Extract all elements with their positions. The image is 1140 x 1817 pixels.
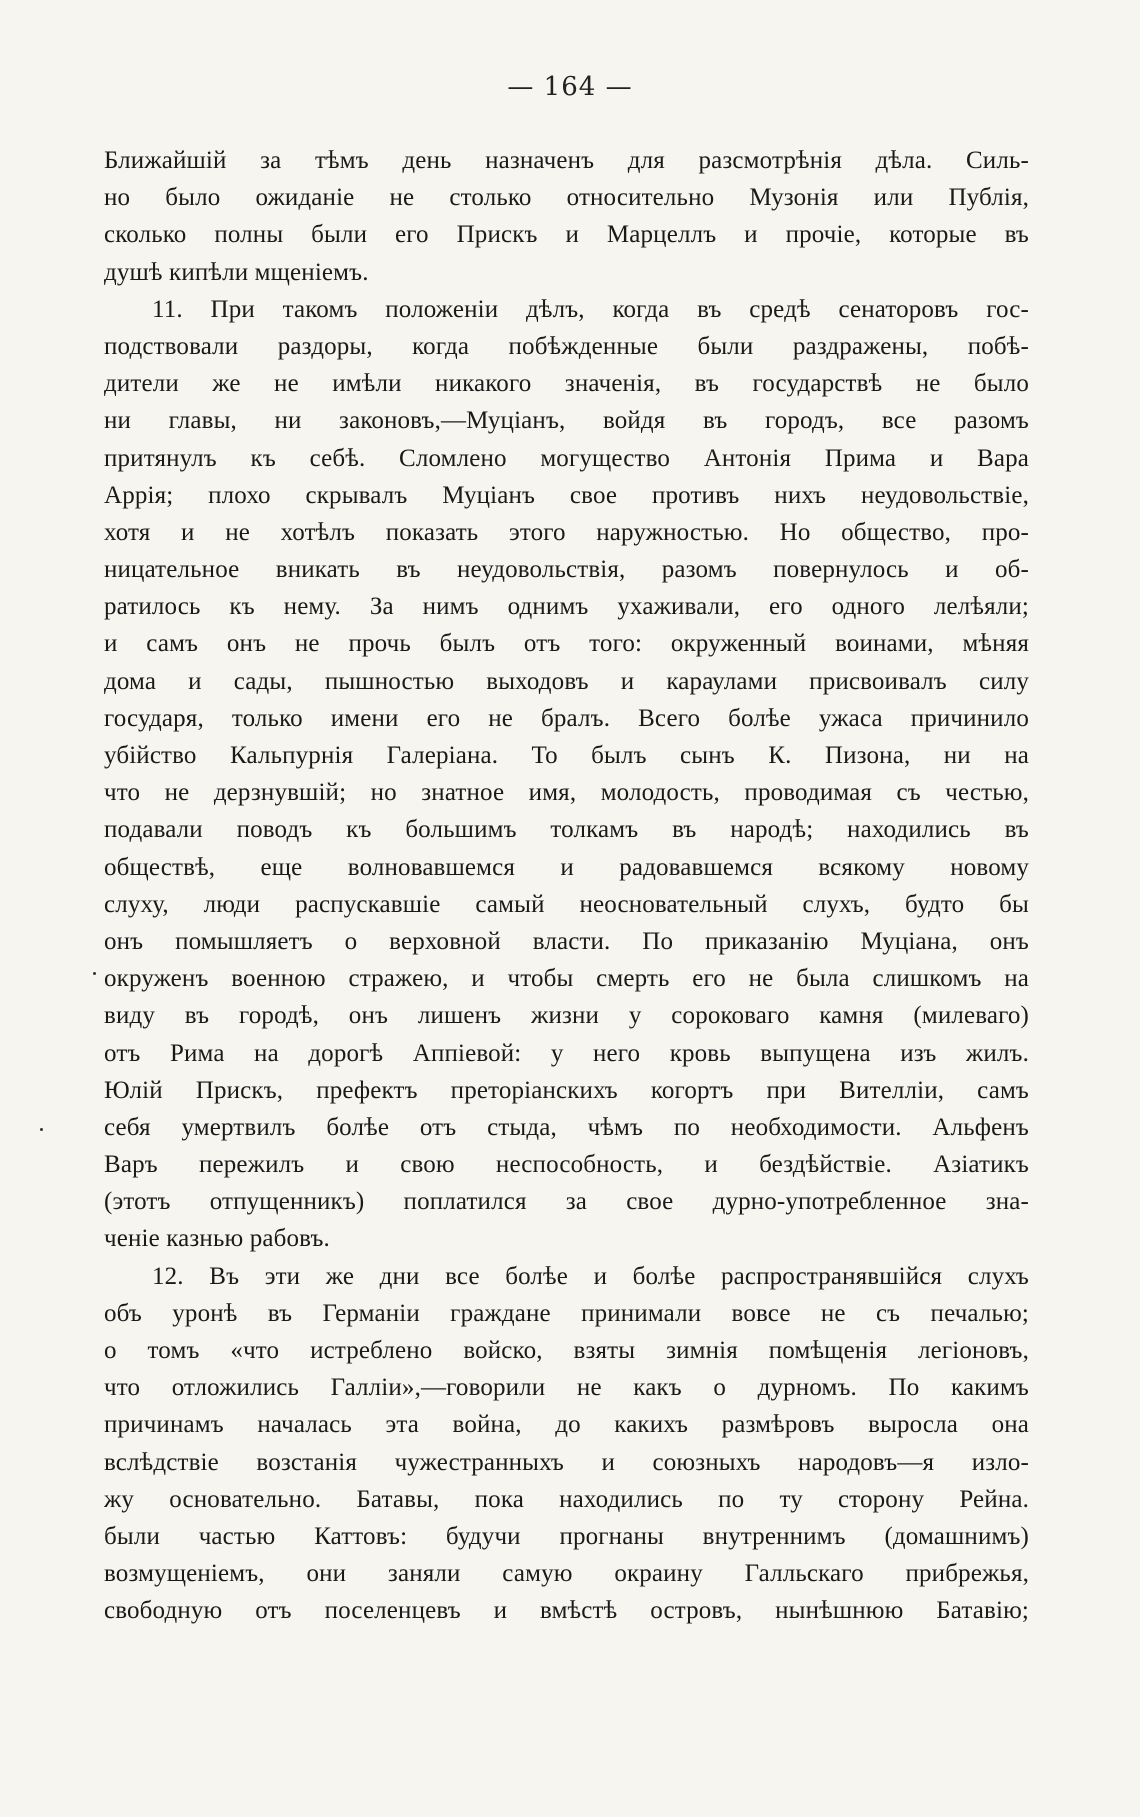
text-line: дома и сады, пышностью выходовъ и караулами присвоивалъ силу	[104, 667, 1029, 695]
body-text	[104, 142, 1029, 1630]
text-line: вслѣдствіе возстанія чужестранныхъ и союзныхъ народовъ—я изло-	[104, 1448, 1029, 1476]
text-line: онъ помышляетъ о верховной власти. По приказанію Муціана, онъ	[104, 927, 1029, 955]
text-line: ратилось къ нему. За нимъ однимъ ухаживали, его одного лелѣяли;	[104, 593, 1029, 621]
text-line: жу основательно. Батавы, пока находились по ту сторону Рейна.	[104, 1485, 1029, 1513]
text-line: причинамъ началась эта война, до какихъ размѣровъ выросла она	[104, 1411, 1029, 1439]
text-line: о томъ «что истреблено войско, взяты зимнія помѣщенія легіоновъ,	[104, 1337, 1029, 1364]
text-line: обществѣ, еще волновавшемся и радовавшемся всякому новому	[104, 853, 1029, 881]
paragraph-11-start: 11. При такомъ положеніи дѣлъ, когда въ средѣ сенаторовъ гос-	[152, 295, 1029, 323]
text-line: душѣ кипѣли мщеніемъ.	[104, 258, 369, 286]
text-line: подавали поводъ къ большимъ толкамъ въ народѣ; находились въ	[104, 816, 1029, 844]
text-line: сколько полны были его Прискъ и Марцеллъ и прочіе, которые въ	[104, 221, 1029, 249]
text-line: подствовали раздоры, когда побѣжденные были раздражены, побѣ-	[104, 332, 1029, 360]
text-line: свободную отъ поселенцевъ и вмѣстѣ островъ, нынѣшнюю Батавію;	[104, 1597, 1029, 1625]
text-line: хотя и не хотѣлъ показать этого наружностью. Но общество, про-	[104, 518, 1029, 546]
text-line: ницательное вникать въ неудовольствія, разомъ повернулось и об-	[104, 556, 1029, 584]
text-line: Аррія; плохо скрывалъ Муціанъ свое противъ нихъ неудовольствіе,	[104, 481, 1029, 509]
text-line: притянулъ къ себѣ. Сломлено могущество Антонія Прима и Вара	[104, 444, 1029, 472]
text-line: Юлій Прискъ, префектъ преторіанскихъ когортъ при Вителліи, самъ	[104, 1076, 1029, 1104]
text-line: ченіе казнью рабовъ.	[104, 1225, 330, 1253]
text-line: Ближайшій за тѣмъ день назначенъ для разсмотрѣнія дѣла. Силь-	[104, 147, 1029, 174]
text-line: Варъ пережилъ и свою неспособность, и бездѣйствіе. Азіатикъ	[104, 1151, 1029, 1179]
text-line: и самъ онъ не прочь былъ отъ того: окруженный воинами, мѣняя	[104, 630, 1029, 658]
text-line: что отложились Галліи»,—говорили не какъ о дурномъ. По какимъ	[104, 1374, 1029, 1402]
text-line: объ уронѣ въ Германіи граждане принимали вовсе не съ печалью;	[104, 1299, 1029, 1327]
print-speck	[93, 972, 96, 975]
text-line: государя, только имени его не бралъ. Всего болѣе ужаса причинило	[104, 704, 1029, 732]
text-line: себя умертвилъ болѣе отъ стыда, чѣмъ по необходимости. Альфенъ	[104, 1113, 1029, 1141]
page-number: — 164 —	[507, 72, 633, 102]
text-line: отъ Рима на дорогѣ Аппіевой: у него кровь выпущена изъ жилъ.	[104, 1039, 1029, 1067]
text-line: окруженъ военною стражею, и чтобы смерть его не была слишкомъ на	[104, 965, 1029, 993]
text-line: (этотъ отпущенникъ) поплатился за свое дурно-употребленное зна-	[104, 1188, 1029, 1216]
paragraph-12-start: 12. Въ эти же дни все болѣе и болѣе распространявшійся слухъ	[152, 1262, 1029, 1290]
text-line: убійство Кальпурнія Галеріана. То былъ сынъ К. Пизона, ни на	[104, 742, 1029, 769]
text-line: виду въ городѣ, онъ лишенъ жизни у сороковаго камня (милеваго)	[104, 1002, 1029, 1030]
text-line: что не дерзнувшій; но знатное имя, молодость, проводимая съ честью,	[104, 779, 1029, 807]
text-line: ни главы, ни законовъ,—Муціанъ, войдя въ городъ, все разомъ	[104, 407, 1029, 435]
text-line: дители же не имѣли никакого значенія, въ государствѣ не было	[104, 370, 1029, 398]
text-line: были частью Каттовъ: будучи прогнаны внутреннимъ (домашнимъ)	[104, 1522, 1029, 1550]
text-line: возмущеніемъ, они заняли самую окраину Галльскаго прибрежья,	[104, 1560, 1029, 1588]
text-line: но было ожиданіе не столько относительно Музонія или Публія,	[104, 184, 1029, 212]
text-line: слуху, люди распускавшіе самый неосновательный слухъ, будто бы	[104, 890, 1029, 918]
print-speck	[40, 1128, 43, 1131]
